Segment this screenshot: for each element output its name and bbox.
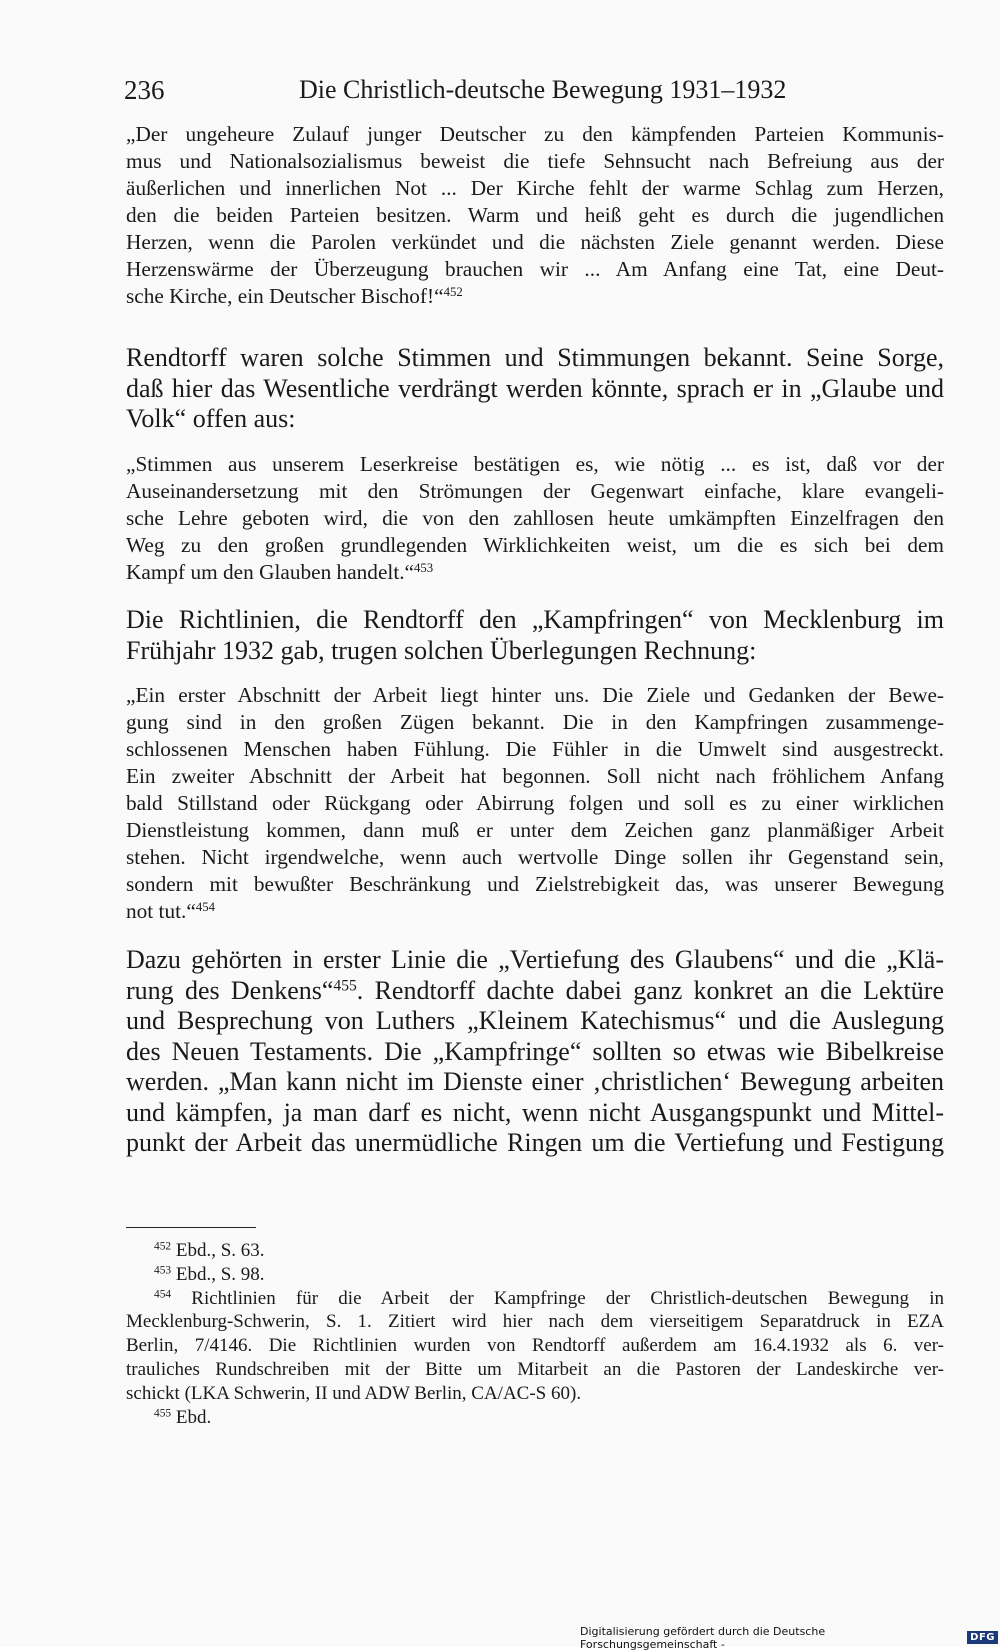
text-line: sche Lehre geboten wird, die von den zahllosen heute umkämpften Einzelfragen den: [126, 506, 944, 530]
page-number: 236: [124, 75, 165, 105]
footnote-divider: [126, 1227, 256, 1228]
block-quote-453: [126, 451, 944, 586]
text-line: bald Stillstand oder Rückgang oder Abirrung folgen und soll es zu einer wirklichen: [126, 791, 944, 815]
text-line: werden. „Man kann nicht im Dienste einer ‚christlichen‘ Bewegung arbeiten: [126, 1067, 944, 1096]
text-line: den die beiden Parteien besitzen. Warm und heiß geht es durch die jugendlichen: [126, 203, 944, 227]
text-line: [126, 559, 944, 586]
footnote-text: Ebd., S. 98.: [175, 1263, 265, 1285]
footnote-ref: 455: [333, 976, 357, 994]
text-line: gung sind in den großen Zügen bekannt. Die in den Kampfringen zusammenge-: [126, 710, 944, 734]
footnote-454: [126, 1287, 944, 1311]
text-line: Weg zu den großen grundlegenden Wirklichkeiten weist, um die es sich bei dem: [126, 533, 944, 557]
footnote-452: [126, 1239, 944, 1263]
text-line: äußerlichen und innerlichen Not ... Der Kirche fehlt der warme Schlag zum Herzen,: [126, 176, 944, 200]
text-line: Frühjahr 1932 gab, trugen solchen Überlegungen Rechnung:: [126, 635, 757, 665]
text-line: Auseinandersetzung mit den Strömungen der Gegenwart einfache, klare evangeli-: [126, 479, 944, 503]
paragraph-3: [126, 945, 944, 1159]
paragraph-2: [126, 605, 944, 666]
text-line: punkt der Arbeit das unermüdliche Ringen um die Vertiefung und Festigung: [126, 1128, 944, 1157]
footnote-text: Richtlinien für die Arbeit der Kampfringe der Christlich-deutschen Bewegung in: [191, 1287, 945, 1309]
text-line: Berlin, 7/4146. Die Richtlinien wurden von Rendtorff außerdem am 16.4.1932 als 6. ver-: [126, 1335, 944, 1357]
footnote-ref: 452: [443, 284, 463, 299]
text-segment: rung des Denkens“: [126, 975, 334, 1005]
text-line: Herzen, wenn die Parolen verkündet und die nächsten Ziele genannt werden. Diese: [126, 230, 944, 254]
paragraph-1: [126, 343, 944, 435]
footnote-text: Ebd., S. 63.: [175, 1240, 265, 1261]
footnote-455: [126, 1406, 944, 1430]
footnote-ref: 454: [195, 899, 215, 914]
text-line: [126, 283, 944, 310]
text-line: Volk“ offen aus:: [126, 404, 296, 433]
footnote-ref: 453: [414, 560, 434, 575]
text-line: „Der ungeheure Zulauf junger Deutscher zu den kämpfenden Parteien Kommunis-: [126, 122, 944, 146]
text-line: Ein zweiter Abschnitt der Arbeit hat begonnen. Soll nicht nach fröhlichem Anfang: [126, 764, 944, 788]
text-line: schickt (LKA Schwerin, II und ADW Berlin, CA/AC-S 60).: [126, 1382, 582, 1404]
dfg-logo: DFG: [967, 1631, 998, 1644]
text-line: Die Richtlinien, die Rendtorff den „Kampfringen“ von Mecklenburg im: [126, 605, 944, 634]
footnote-number: 452: [154, 1240, 172, 1253]
text-line: stehen. Nicht irgendwelche, wenn auch wertvolle Dinge sollen ihr Gegenstand sein,: [126, 845, 944, 869]
footnote-text: Ebd.: [175, 1406, 212, 1428]
text-line: mus und Nationalsozialismus beweist die tiefe Sehnsucht nach Befreiung aus der: [126, 149, 944, 173]
text-line: [126, 898, 944, 925]
footnotes: [126, 1239, 944, 1429]
quote-end-text: sche Kirche, ein Deutscher Bischof!“: [126, 284, 444, 308]
quote-end-text: Kampf um den Glauben handelt.“: [126, 560, 415, 584]
text-line: trauliches Rundschreiben mit der Bitte um Mitarbeit an die Pastoren der Landeskirche ver-: [126, 1358, 944, 1380]
running-head: Die Christlich-deutsche Bewegung 1931–1932: [299, 75, 787, 104]
text-line: und kämpfen, ja man darf es nicht, wenn nicht Ausgangspunkt und Mittel-: [126, 1097, 944, 1127]
footnote-number: 454: [154, 1288, 172, 1301]
text-line: Rendtorff waren solche Stimmen und Stimmungen bekannt. Seine Sorge,: [126, 343, 944, 372]
block-quote-454: [126, 682, 944, 925]
text-line: des Neuen Testaments. Die „Kampfringe“ sollten so etwas wie Bibelkreise: [126, 1036, 944, 1066]
text-line: „Ein erster Abschnitt der Arbeit liegt hinter uns. Die Ziele und Gedanken der Bewe-: [126, 683, 944, 707]
block-quote-452: [126, 121, 944, 310]
footnote-453: [126, 1263, 944, 1287]
text-line: schlossenen Menschen haben Fühlung. Die Fühler in die Umwelt sind ausgestreckt.: [126, 737, 944, 761]
text-line: Herzenswärme der Überzeugung brauchen wir ... Am Anfang eine Tat, eine Deut-: [126, 257, 944, 281]
footnote-number: 453: [154, 1264, 172, 1277]
text-line: Dienstleistung kommen, dann muß er unter dem Zeichen ganz planmäßiger Arbeit: [126, 818, 944, 842]
text-line: sondern mit bewußter Beschränkung und Zielstrebigkeit das, was unserer Bewegung: [126, 872, 944, 896]
quote-end-text: not tut.“: [126, 899, 196, 923]
text-line: Mecklenburg-Schwerin, S. 1. Zitiert wird hier nach dem vierseitigem Separatdruck in EZA: [126, 1311, 944, 1333]
text-line: daß hier das Wesentliche verdrängt werden könnte, sprach er in „Glaube und: [126, 373, 944, 403]
text-line: und Besprechung von Luthers „Kleinem Katechismus“ und die Auslegung: [126, 1006, 944, 1035]
footer-text: Digitalisierung gefördert durch die Deutsche Forschungsgemeinschaft -: [580, 1624, 826, 1651]
page-header: [124, 70, 950, 110]
digitization-footer: [580, 1624, 1000, 1651]
text-line: Dazu gehörten in erster Linie die „Vertiefung des Glaubens“ und die „Klä-: [126, 945, 944, 974]
text-line: [126, 976, 944, 1007]
text-segment: . Rendtorff dachte dabei ganz konkret an die Lektüre: [356, 975, 944, 1005]
footnote-number: 455: [154, 1407, 172, 1420]
text-line: „Stimmen aus unserem Leserkreise bestätigen es, wie nötig ... es ist, daß vor der: [126, 452, 944, 476]
